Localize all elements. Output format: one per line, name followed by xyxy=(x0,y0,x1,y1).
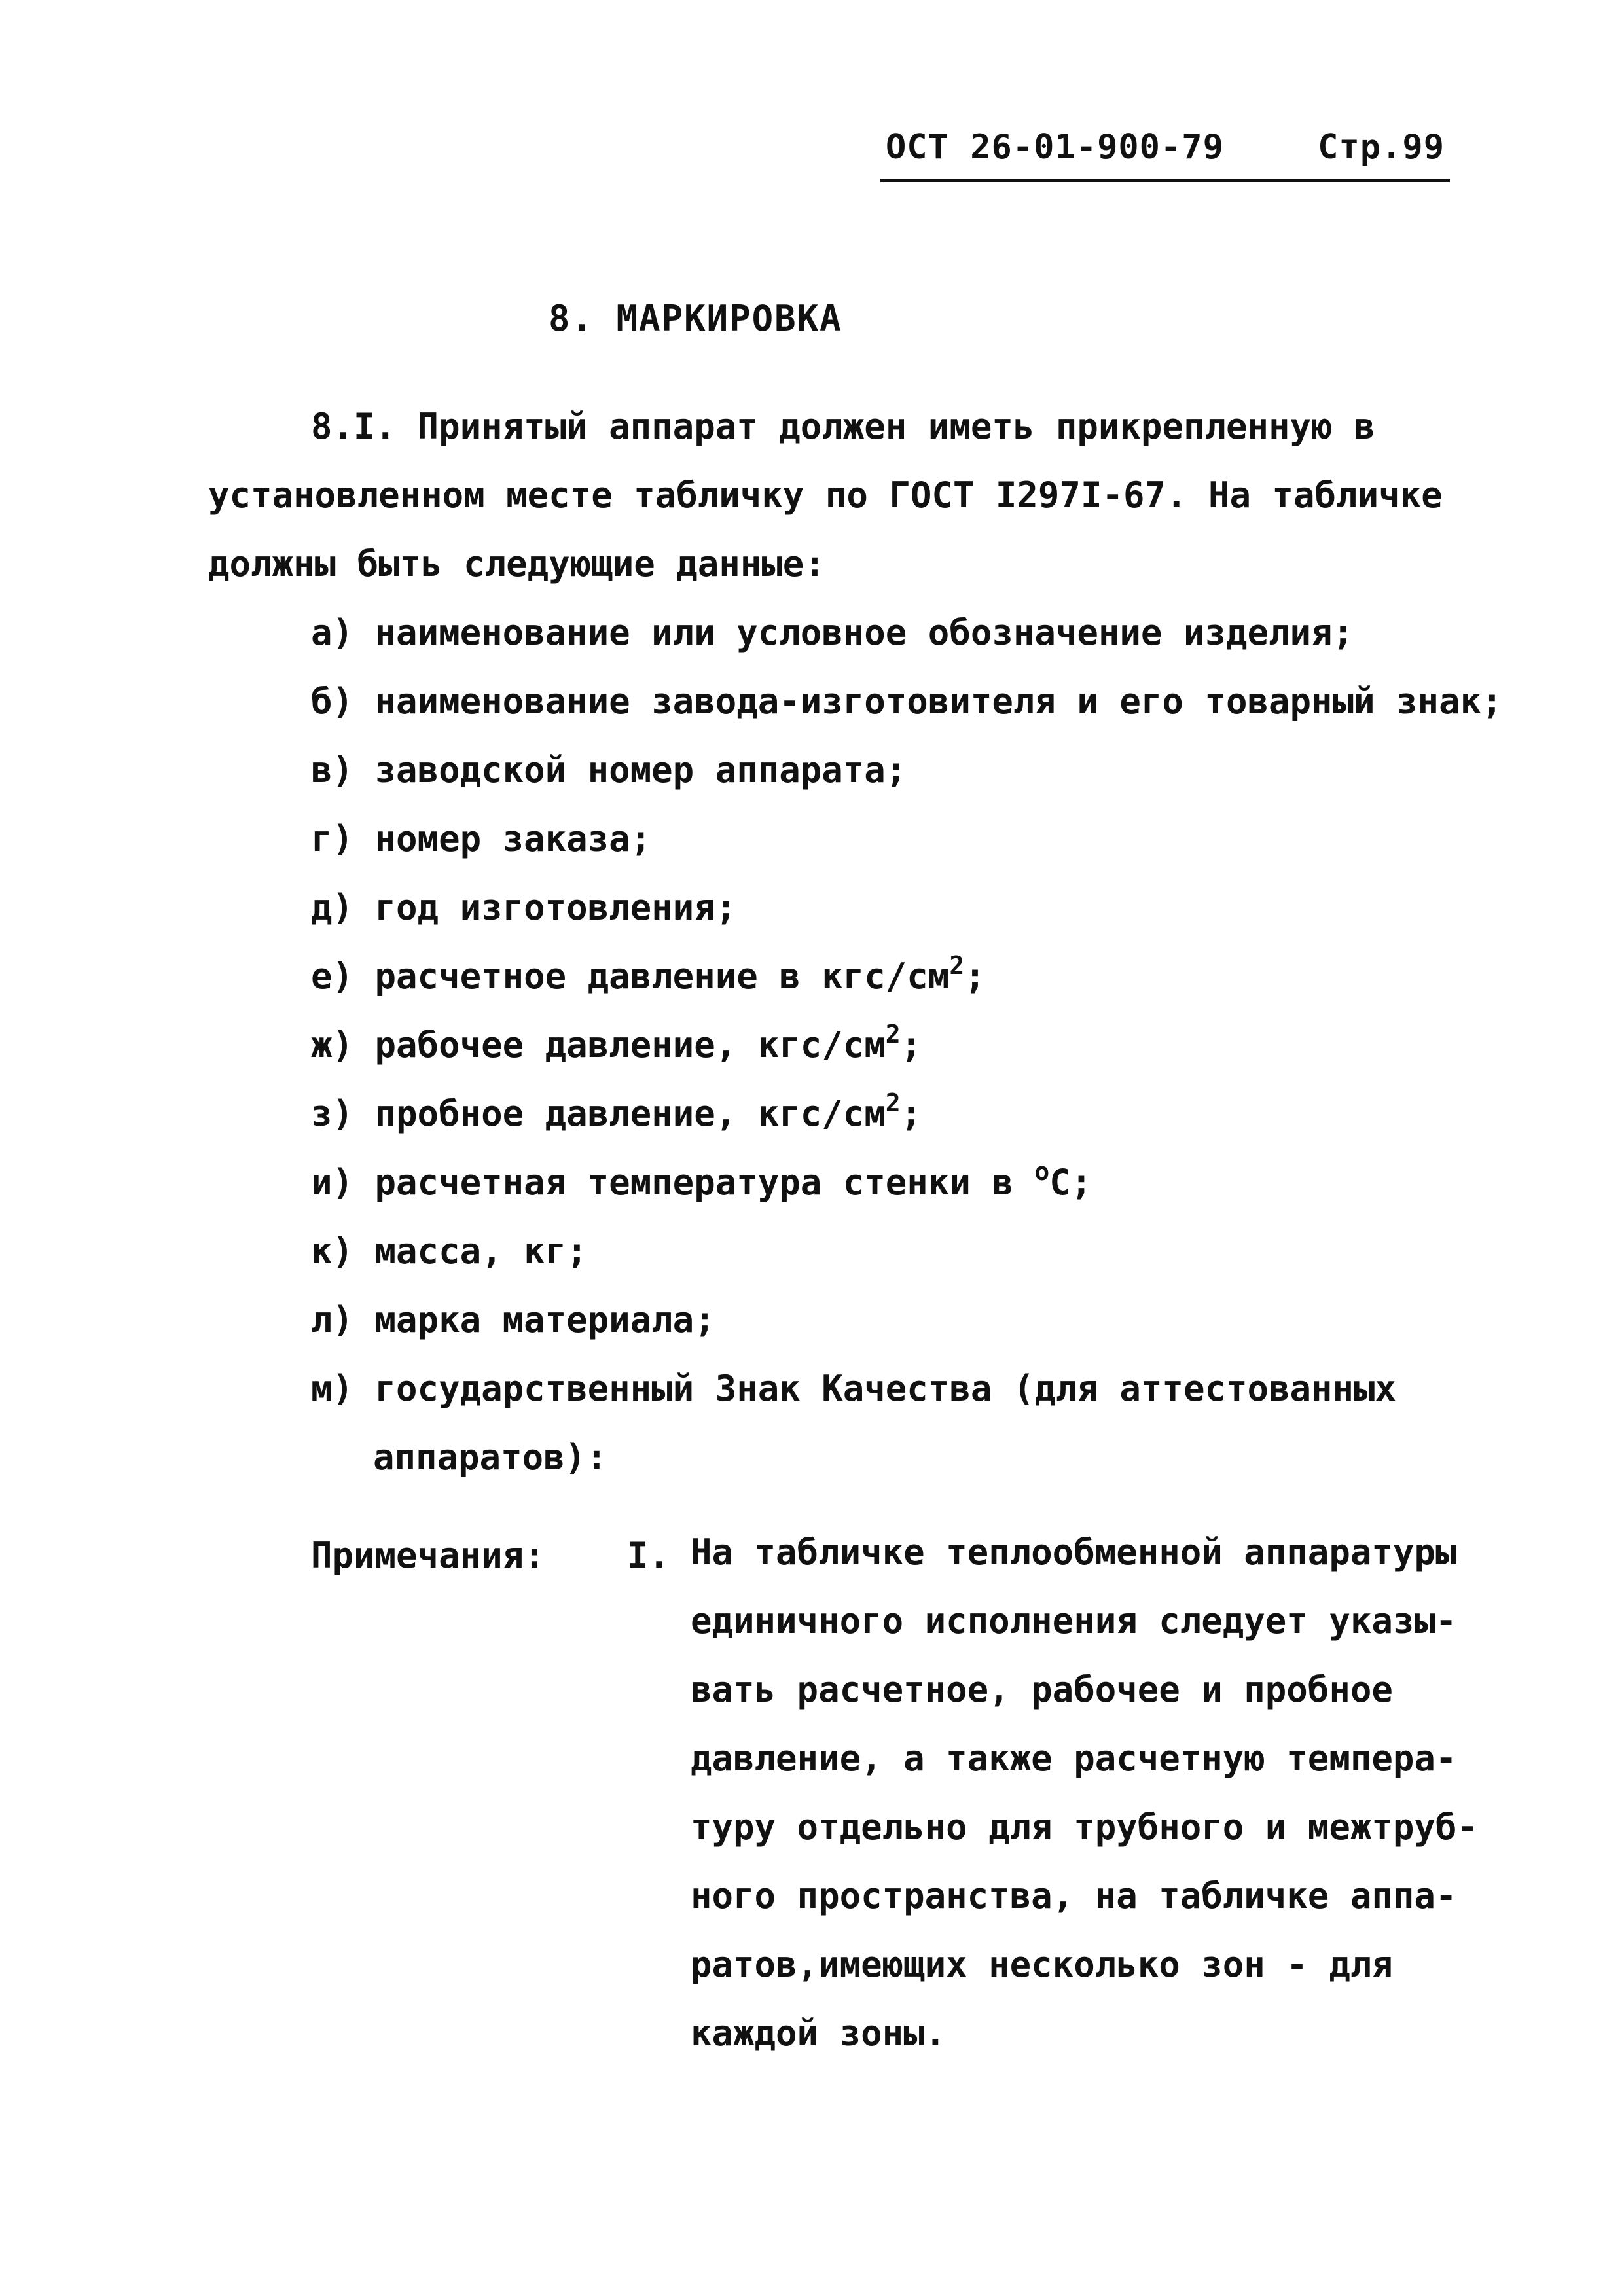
superscript: 2 xyxy=(885,1088,901,1117)
superscript: 2 xyxy=(885,1020,901,1049)
item-text: ж) рабочее давление, кгс/см xyxy=(311,1024,886,1066)
note-line: туру отдельно для трубного и межтруб- xyxy=(691,1806,1478,1848)
list-item xyxy=(311,1088,922,1134)
document-code: ОСТ 26-01-900-79 xyxy=(886,128,1224,167)
page-number: Стр.99 xyxy=(1318,128,1445,167)
notes-label: Примечания: xyxy=(311,1535,545,1576)
section-title: 8. МАРКИРОВКА xyxy=(549,298,842,339)
list-item: а) наименование или условное обозначение изделия; xyxy=(311,612,1354,653)
list-item: м) государственный Знак Качества (для аттестованных xyxy=(311,1368,1397,1409)
superscript: 2 xyxy=(949,951,965,980)
item-text-end: ; xyxy=(900,1093,922,1134)
list-item: к) масса, кг; xyxy=(311,1230,588,1272)
item-text: и) расчетная температура стенки в xyxy=(311,1162,1035,1203)
note-number: I. xyxy=(627,1535,670,1576)
list-item xyxy=(311,1020,922,1066)
list-item xyxy=(311,951,986,997)
note-line: На табличке теплообменной аппаратуры xyxy=(691,1532,1457,1573)
item-text-end: С; xyxy=(1049,1162,1092,1203)
paragraph-line: установленном месте табличку по ГОСТ I297I-67. На табличке xyxy=(208,475,1443,516)
list-item: в) заводской номер аппарата; xyxy=(311,749,907,791)
note-line: ного пространства, на табличке аппа- xyxy=(691,1875,1457,1916)
paragraph-line: 8.I. Принятый аппарат должен иметь прикрепленную в xyxy=(311,406,1375,447)
list-item: б) наименование завода-изготовителя и его товарный знак; xyxy=(311,681,1503,722)
page-header xyxy=(880,128,1450,187)
list-item: г) номер заказа; xyxy=(311,818,652,859)
superscript: о xyxy=(1034,1157,1050,1186)
note-line: давление, а также расчетную темпера- xyxy=(691,1738,1457,1779)
item-text-end: ; xyxy=(900,1024,922,1066)
note-line: каждой зоны. xyxy=(691,2013,947,2054)
item-text: з) пробное давление, кгс/см xyxy=(311,1093,886,1134)
list-item-continuation: аппаратов): xyxy=(373,1437,607,1478)
header-underline xyxy=(880,179,1450,182)
item-text-end: ; xyxy=(964,956,986,997)
list-item: д) год изготовления; xyxy=(311,887,737,928)
note-line: ратов,имеющих несколько зон - для xyxy=(691,1944,1393,1985)
list-item: л) марка материала; xyxy=(311,1299,715,1340)
list-item xyxy=(311,1157,1092,1203)
note-line: вать расчетное, рабочее и пробное xyxy=(691,1669,1393,1710)
note-line: единичного исполнения следует указы- xyxy=(691,1600,1457,1641)
item-text: е) расчетное давление в кгс/см xyxy=(311,956,950,997)
paragraph-line: должны быть следующие данные: xyxy=(208,543,825,584)
